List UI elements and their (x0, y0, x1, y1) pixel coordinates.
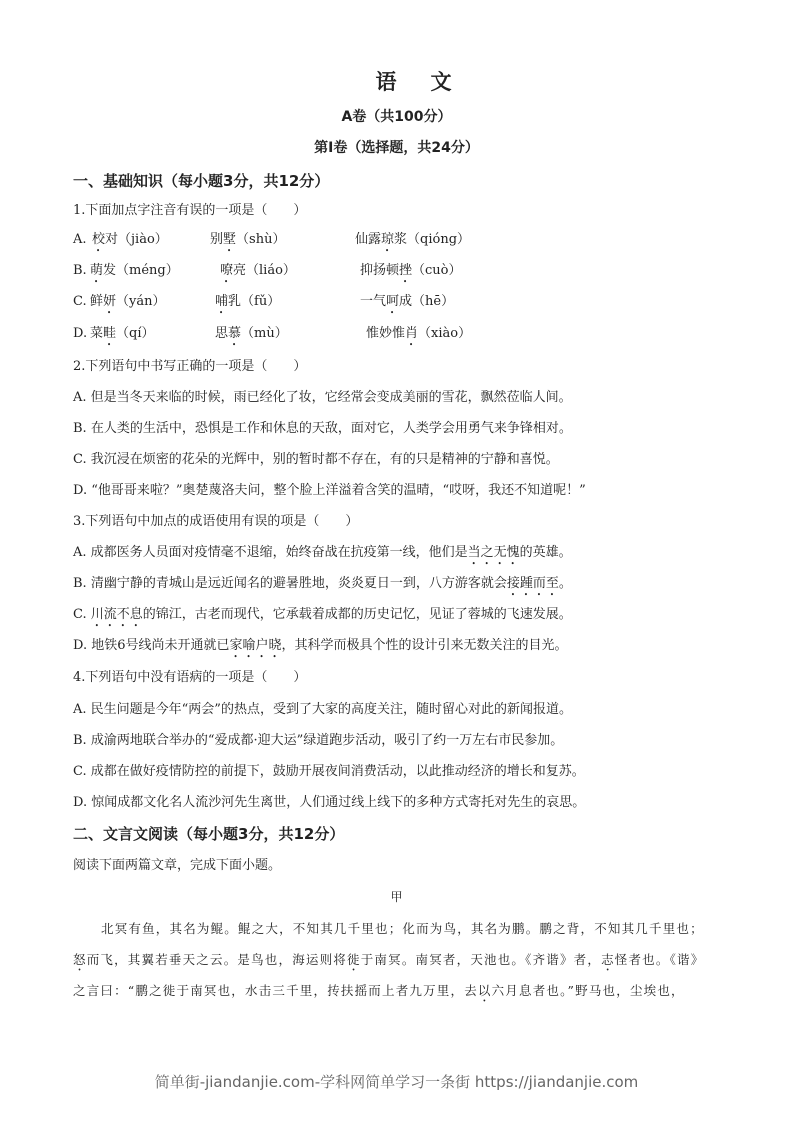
item-text: 乳（fǔ） (228, 294, 281, 309)
option-label: B. (73, 263, 87, 278)
item-text: 仙露 (355, 232, 382, 247)
pinyin-item (210, 231, 285, 255)
item-text: （shù） (236, 232, 286, 247)
item-text: 亮（liáo） (233, 263, 296, 278)
item-text: 浆（qióng） (394, 232, 471, 247)
item-text: 别 (210, 232, 224, 247)
dotted-idiom: 接踵而至 (506, 576, 559, 591)
dotted-char: 哺 (215, 294, 229, 309)
paper-subtitle: A卷（共100分） (341, 109, 452, 125)
option-text: 的锦江，古老而现代，它承载着成都的历史记忆，见证了蓉城的飞速发展。 (142, 607, 572, 622)
reading-instruction: 阅读下面两篇文章，完成下面小题。 (73, 858, 282, 873)
dotted-char: 呵 (386, 294, 400, 309)
passage-line (73, 982, 685, 1005)
question-1-stem: 1.下面加点字注音有误的一项是（ ） (73, 203, 307, 218)
item-text: 鲜 (90, 294, 104, 309)
section-heading-2: 二、文言文阅读（每小题3分，共12分） (73, 825, 345, 843)
item-text: 抑扬顿 (360, 263, 400, 278)
footer-watermark: 简单街-jiandanjie.com-学科网简单学习一条街 https://jiandanjie.com (154, 1073, 639, 1091)
dotted-char: 以 (477, 983, 492, 998)
question-2-stem: 2.下列语句中书写正确的一项是（ ） (73, 359, 307, 374)
dotted-char: 肖 (405, 326, 419, 341)
option-text: 的英雄。 (519, 545, 572, 560)
question-3-option-c (73, 606, 572, 630)
dotted-idiom: 当之无愧 (467, 545, 520, 560)
question-3-stem: 3.下列语句中加点的成语使用有误的项是（ ） (73, 514, 359, 529)
question-4-option-b: B. 成渝两地联合举办的“爱成都·迎大运”绿道跑步活动，吸引了约一万左右市民参加。 (73, 733, 564, 748)
pinyin-item (215, 325, 288, 349)
pinyin-item (92, 231, 168, 255)
item-text: 对（jiào） (105, 232, 168, 247)
part-heading: 第Ⅰ卷（选择题，共24分） (314, 140, 479, 156)
question-4-option-d: D. 惊闻成都文化名人流沙河先生离世，人们通过线上线下的多种方式寄托对先生的哀思。 (73, 795, 586, 810)
passage-text: 之言曰：“鹏之徙于南冥也，水击三千里，抟扶摇而上者九万里，去 (73, 983, 478, 998)
dotted-idiom: 家喻户晓 (229, 638, 282, 653)
dotted-char: 畦 (103, 326, 117, 341)
pinyin-item (355, 231, 470, 255)
option-label: D. (73, 326, 88, 341)
option-text: 。 (558, 576, 572, 591)
option-text: D. 地铁6号线尚未开通就已 (73, 638, 230, 653)
pinyin-item (220, 262, 296, 286)
question-3-option-b (73, 575, 572, 599)
item-text: 菜 (90, 326, 104, 341)
section-heading-1: 一、基础知识（每小题3分，共12分） (73, 172, 330, 190)
question-2-option-d: D. “他哥哥来啦？”奥楚蔑洛夫问，整个脸上洋溢着含笑的温晴，“哎呀，我还不知道呢！” (73, 483, 586, 498)
pinyin-item (90, 262, 179, 286)
dotted-char: 慕 (228, 326, 242, 341)
question-2-option-a: A. 但是当冬天来临的时候，雨已经化了妆，它经常会变成美丽的雪花，飘然莅临人间。 (73, 390, 572, 405)
option-text: C. (73, 607, 91, 622)
page-title: 语文 (375, 70, 486, 94)
dotted-char: 萌 (90, 263, 104, 278)
option-text: ，其科学而极具个性的设计引来无数关注的目光。 (281, 638, 568, 653)
passage-label: 甲 (390, 890, 403, 904)
item-text: （yán） (116, 294, 166, 309)
question-2-option-c: C. 我沉浸在烦密的花朵的光辉中，别的暂时都不存在，有的只是精神的宁静和喜悦。 (73, 452, 559, 467)
dotted-char: 琼 (381, 232, 395, 247)
option-label: C. (73, 294, 87, 309)
option-text: B. 清幽宁静的青城山是远近闻名的避暑胜地，炎炎夏日一到，八方游客就会 (73, 576, 507, 591)
dotted-char: 怒 (73, 952, 87, 967)
dotted-char: 墅 (223, 232, 237, 247)
pinyin-item (366, 325, 471, 349)
option-text: A. 成都医务人员面对疫情毫不退缩，始终奋战在抗疫第一线，他们是 (73, 545, 468, 560)
dotted-char: 挫 (399, 263, 413, 278)
passage-line (73, 951, 704, 974)
dotted-idiom: 川流不息 (90, 607, 143, 622)
question-4-option-c: C. 成都在做好疫情防控的前提下，鼓励开展夜间消费活动，以此推动经济的增长和复苏。 (73, 764, 585, 779)
item-text: （qí） (116, 326, 155, 341)
dotted-char: 徙 (347, 952, 361, 967)
question-3-option-a (73, 544, 572, 568)
question-3-option-d (73, 637, 568, 661)
dotted-char: 志 (601, 952, 615, 967)
item-text: （mù） (241, 326, 288, 341)
passage-text: 六月息者也。”野马也，尘埃也， (491, 983, 685, 998)
pinyin-item (360, 293, 454, 317)
pinyin-item (90, 293, 166, 317)
pinyin-item (360, 262, 462, 286)
item-text: 惟妙惟 (366, 326, 406, 341)
item-text: 一气 (360, 294, 387, 309)
item-text: （cuò） (412, 263, 462, 278)
question-4-stem: 4.下列语句中没有语病的一项是（ ） (73, 670, 307, 685)
pinyin-item (90, 325, 155, 349)
question-4-option-a: A. 民生问题是今年“两会”的热点，受到了大家的高度关注，随时留心对此的新闻报道。 (73, 702, 572, 717)
passage-line (101, 920, 704, 938)
passage-text: 北冥有鱼，其名为鲲。鲲之大，不知其几千里也；化而为鸟，其名为鹏。鹏之背，不知其几千里也； (101, 921, 704, 936)
dotted-char: 嘹 (220, 263, 234, 278)
item-text: （xiào） (418, 326, 472, 341)
dotted-char: 校 (92, 232, 106, 247)
item-text: 思 (215, 326, 229, 341)
pinyin-item (215, 293, 280, 317)
dotted-char: 妍 (103, 294, 117, 309)
item-text: 发（méng） (103, 263, 179, 278)
passage-text: 怪者也。《谐》 (614, 952, 705, 967)
passage-text: 而飞，其翼若垂天之云。是鸟也，海运则将 (86, 952, 348, 967)
option-label: A. (73, 232, 87, 247)
item-text: 成（hē） (399, 294, 455, 309)
question-2-option-b: B. 在人类的生活中，恐惧是工作和休息的天敌，面对它，人类学会用勇气来争锋相对。 (73, 421, 572, 436)
passage-text: 于南冥。南冥者，天池也。《齐谐》者， (360, 952, 602, 967)
